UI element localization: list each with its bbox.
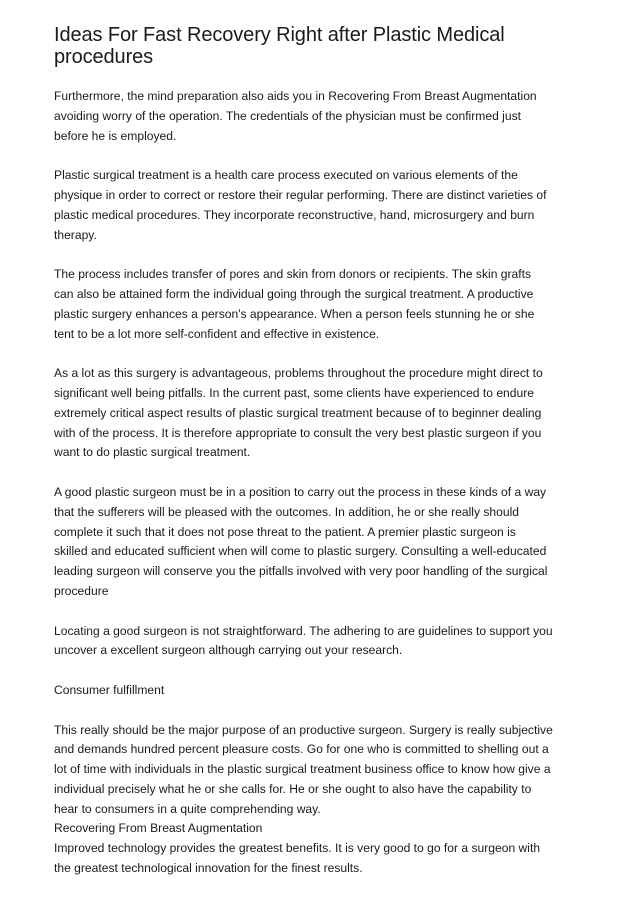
paragraph-skin-grafts: The process includes transfer of pores and skin from donors or recipients. The skin grafts can also be attained form the individual going through the surgical treatment. A productive plastic surgery enhances a person's appearance. When a person feels stunning he or she tent to be a lot more self-confident and effective in existence. xyxy=(54,267,535,341)
line-recovering-breast-augmentation: Recovering From Breast Augmentation xyxy=(54,821,263,836)
paragraph-locating-surgeon: Locating a good surgeon is not straightforward. The adhering to are guidelines to support you uncover a excellent surgeon although carrying out your research. xyxy=(54,623,553,658)
paragraph-major-purpose: This really should be the major purpose of an productive surgeon. Surgery is really subjective and demands hundred percent pleasure costs. Go for one who is committed to shelling out a lot of time with individuals in the plastic surgical treatment business office to know how give a individual precisely what he or she calls for. He or she ought to also have the capability to hear to consumers in a quite comprehending way. xyxy=(54,722,553,816)
section-heading-consumer-fulfillment: Consumer fulfillment xyxy=(54,682,165,697)
paragraph-risks: As a lot as this surgery is advantageous, problems throughout the procedure might direct to significant well being pitfalls. In the current past, some clients have experienced to endure extremely critical aspect results of plastic surgical treatment because of to beginner dealing with of the process. It is therefore appropriate to consult the very best plastic surgeon if you want to do plastic surgical treatment. xyxy=(54,366,543,460)
paragraph-good-surgeon: A good plastic surgeon must be in a position to carry out the process in these kinds of a way that the sufferers will be pleased with the outcomes. In addition, he or she really should complete it such that it does not pose threat to the patient. A premier plastic surgeon is skilled and educated sufficient when will come to plastic surgery. Consulting a well-educated leading surgeon will conserve you the pitfalls involved with very poor handling of the surgical procedure xyxy=(54,484,548,598)
document-title: Ideas For Fast Recovery Right after Plastic Medical procedures xyxy=(54,24,505,68)
paragraph-improved-technology: Improved technology provides the greatest benefits. It is very good to go for a surgeon with the greatest technological innovation for the finest results. xyxy=(54,841,541,876)
paragraph-mind-preparation: Furthermore, the mind preparation also aids you in Recovering From Breast Augmentation avoiding worry of the operation. The credentials of the physician must be confirmed just before he is employed. xyxy=(54,89,537,143)
document-body xyxy=(54,24,590,879)
paragraph-plastic-surgery-definition: Plastic surgical treatment is a health care process executed on various elements of the physique in order to correct or restore their regular performing. There are distinct varieties of plastic medical procedures. They incorporate reconstructive, hand, microsurgery and burn therapy. xyxy=(54,168,547,242)
